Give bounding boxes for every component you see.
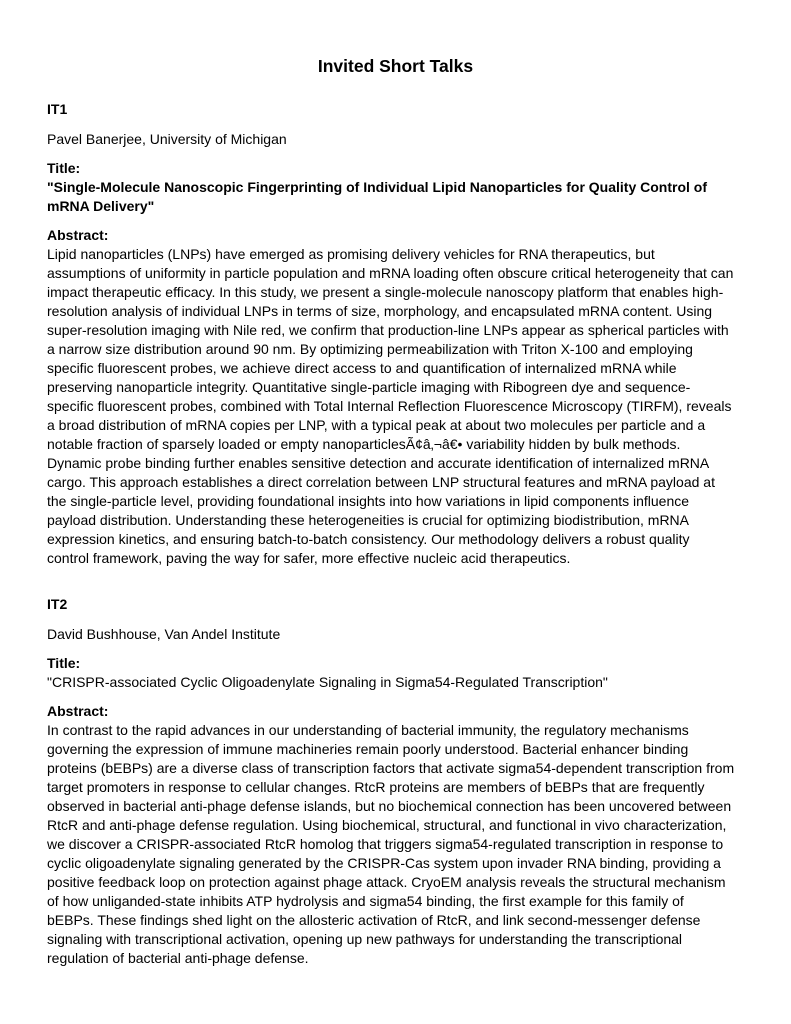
abstract-line: governing the expression of immune machineries remain poorly understood. Bacterial enhancer binding — [47, 741, 689, 757]
title-label: Title: — [47, 655, 81, 671]
abstract-line: expression kinetics, and ensuring batch-to-batch consistency. Our methodology delivers a robust quality — [47, 531, 690, 547]
abstract-line: cargo. This approach establishes a direct correlation between LNP structural features and mRNA payload at — [47, 474, 715, 490]
abstract-line: proteins (bEBPs) are a diverse class of transcription factors that activate sigma54-dependent transcription from — [47, 760, 735, 776]
talk-it2 — [47, 595, 757, 968]
talk-title — [47, 673, 757, 692]
abstract-line: notable fraction of sparsely loaded or empty nanoparticlesÃ¢â‚¬â€• variability hidden by bulk methods. — [47, 436, 681, 452]
speaker: Pavel Banerjee, University of Michigan — [47, 131, 287, 147]
abstract-line: specific fluorescent probes, combined with Total Internal Reflection Fluorescence Microscopy (TIRFM), reveals — [47, 398, 732, 414]
abstract-line: a narrow size distribution around 90 nm. By optimizing permeabilization with Triton X-100 and employing — [47, 341, 693, 357]
abstract-line: In contrast to the rapid advances in our understanding of bacterial immunity, the regulatory mechanisms — [47, 722, 689, 738]
abstract-line: a broad distribution of mRNA copies per LNP, with a typical peak at about two molecules per particle and a — [47, 417, 706, 433]
abstract-line: assumptions of uniformity in particle population and mRNA loading often obscure critical heterogeneity that can — [47, 265, 734, 281]
page-title: Invited Short Talks — [317, 56, 474, 76]
abstract-line: target promoters in response to cellular changes. RtcR proteins are members of bEBPs that are frequently — [47, 779, 705, 795]
talk-title — [47, 178, 757, 216]
abstract-line: super-resolution imaging with Nile red, we confirm that production-line LNPs appear as spherical particles with — [47, 322, 729, 338]
abstract-line: preserving nanoparticle integrity. Quantitative single-particle imaging with Ribogreen dye and sequence- — [47, 379, 691, 395]
talk-id: IT1 — [47, 101, 68, 117]
abstract-text — [47, 245, 757, 568]
abstract-line: the single-particle level, providing foundational insights into how variations in lipid components influence — [47, 493, 690, 509]
abstract-label: Abstract: — [47, 227, 109, 243]
abstract-line: observed in bacterial anti-phage defense islands, but no biochemical connection has been uncovered between — [47, 798, 732, 814]
abstract-line: impact therapeutic efficacy. In this study, we present a single-molecule nanoscopy platform that enables high- — [47, 284, 724, 300]
talk-it1 — [47, 100, 757, 568]
title-line: "CRISPR-associated Cyclic Oligoadenylate Signaling in Sigma54-Regulated Transcription" — [47, 674, 608, 690]
abstract-line: cyclic oligoadenylate signaling generated by the CRISPR-Cas system upon invader RNA binding, providing a — [47, 855, 721, 871]
speaker: David Bushhouse, Van Andel Institute — [47, 626, 281, 642]
abstract-line: RtcR and anti-phage defense regulation. Using biochemical, structural, and functional in vivo characterization, — [47, 817, 727, 833]
title-line: mRNA Delivery" — [47, 198, 155, 214]
abstract-line: specific fluorescent probes, we achieve direct access to and quantification of internalized mRNA while — [47, 360, 677, 376]
abstract-line: payload distribution. Understanding these heterogeneities is crucial for optimizing biodistribution, mRNA — [47, 512, 690, 528]
abstract-line: bEBPs. These findings shed light on the allosteric activation of RtcR, and link second-messenger defense — [47, 912, 701, 928]
abstract-label: Abstract: — [47, 703, 109, 719]
abstract-line: resolution analysis of individual LNPs in terms of size, morphology, and encapsulated mRNA content. Using — [47, 303, 713, 319]
abstract-line: of how unliganded-state inhibits ATP hydrolysis and sigma54 binding, the first example for this family of — [47, 893, 684, 909]
abstract-line: positive feedback loop on protection against phage attack. CryoEM analysis reveals the structural mechanism — [47, 874, 726, 890]
title-line: "Single-Molecule Nanoscopic Fingerprinting of Individual Lipid Nanoparticles for Quality Control of — [47, 179, 708, 195]
talk-id: IT2 — [47, 596, 68, 612]
abstract-line: signaling with transcriptional activation, opening up new pathways for understanding the transcriptional — [47, 931, 683, 947]
abstract-text — [47, 721, 757, 968]
title-label: Title: — [47, 160, 81, 176]
abstract-line: Dynamic probe binding further enables sensitive detection and accurate identification of internalized mRNA — [47, 455, 710, 471]
abstract-line: we discover a CRISPR-associated RtcR homolog that triggers sigma54-regulated transcription in response to — [47, 836, 724, 852]
abstract-line: regulation of bacterial anti-phage defense. — [47, 950, 309, 966]
abstract-line: Lipid nanoparticles (LNPs) have emerged as promising delivery vehicles for RNA therapeutics, but — [47, 246, 655, 262]
abstract-line: control framework, paving the way for safer, more effective nucleic acid therapeutics. — [47, 550, 571, 566]
